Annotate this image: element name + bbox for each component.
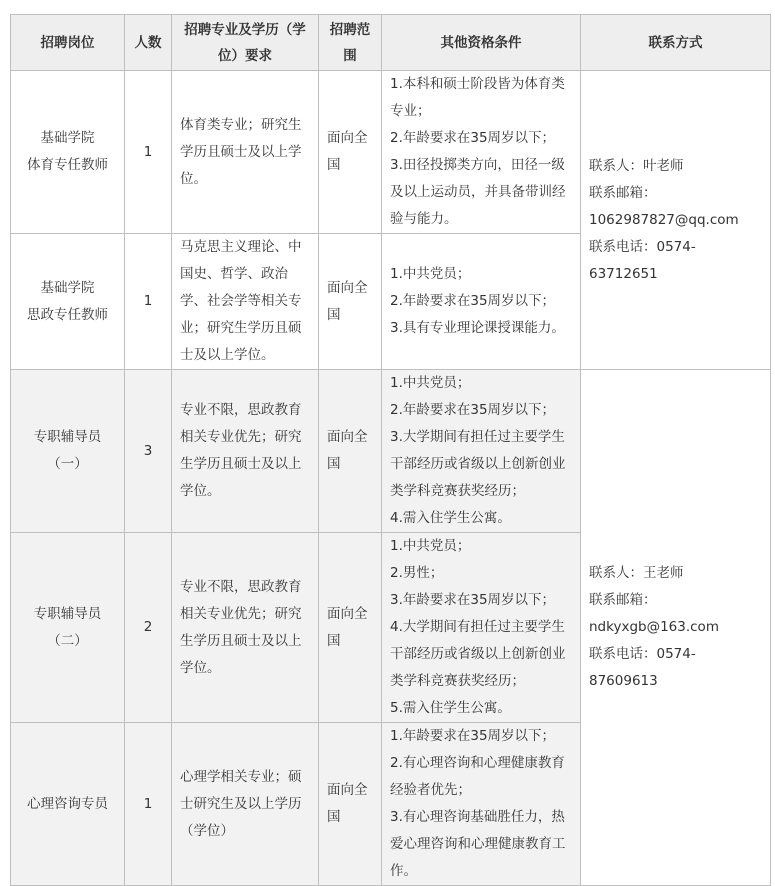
header-requirement: 招聘专业及学历（学位）要求 <box>172 15 319 71</box>
requirement-cell: 专业不限，思政教育相关专业优先；研究生学历且硕士及以上学位。 <box>172 533 319 723</box>
position-line: （一） <box>47 456 88 472</box>
contact-cell <box>581 71 771 370</box>
conditions-cell <box>382 370 581 533</box>
contact-email-label: 联系邮箱： <box>589 184 657 201</box>
contact-person: 联系人：叶老师 <box>589 157 684 174</box>
conditions-cell <box>382 71 581 234</box>
conditions-cell <box>382 723 581 886</box>
count-cell: 1 <box>125 234 172 370</box>
position-cell <box>11 723 125 886</box>
condition-item: 2.年龄要求在35周岁以下； <box>390 130 556 146</box>
contact-cell <box>581 370 771 886</box>
condition-item: 1.中共党员； <box>390 538 471 554</box>
position-cell <box>11 234 125 370</box>
condition-item: 2.男性； <box>390 565 444 581</box>
contact-person: 联系人：王老师 <box>589 565 684 581</box>
condition-item: 3.有心理咨询基础胜任力，热爱心理咨询和心理健康教育工作。 <box>390 809 566 879</box>
condition-item: 3.大学期间有担任过主要学生干部经历或省级以上创新创业类学科竞赛获奖经历； <box>390 429 566 499</box>
condition-item: 1.本科和硕士阶段皆为体育类专业； <box>390 76 565 119</box>
position-line: 思政专任教师 <box>27 306 108 323</box>
conditions-cell <box>382 234 581 370</box>
condition-item: 2.年龄要求在35周岁以下； <box>390 402 556 418</box>
condition-item: 1.中共党员； <box>390 375 471 391</box>
condition-item: 1.中共党员； <box>390 266 471 282</box>
condition-item: 2.年龄要求在35周岁以下； <box>390 293 556 309</box>
header-scope: 招聘范围 <box>319 15 382 71</box>
header-contact: 联系方式 <box>581 15 771 71</box>
count-cell: 2 <box>125 533 172 723</box>
position-cell <box>11 533 125 723</box>
count-cell: 1 <box>125 71 172 234</box>
header-conditions: 其他资格条件 <box>382 15 581 71</box>
condition-item: 3.具有专业理论课授课能力。 <box>390 320 565 336</box>
scope-cell: 面向全国 <box>319 71 382 234</box>
condition-item: 4.大学期间有担任过主要学生干部经历或省级以上创新创业类学科竞赛获奖经历； <box>390 619 566 689</box>
condition-item: 1.年龄要求在35周岁以下； <box>390 728 556 744</box>
requirement-cell: 体育类专业；研究生学历且硕士及以上学位。 <box>172 71 319 234</box>
scope-cell: 面向全国 <box>319 723 382 886</box>
contact-email[interactable]: 1062987827@qq.com <box>589 211 739 228</box>
count-cell: 1 <box>125 723 172 886</box>
table-row <box>11 71 771 234</box>
condition-item: 5.需入住学生公寓。 <box>390 700 511 716</box>
requirement-cell: 专业不限，思政教育相关专业优先；研究生学历且硕士及以上学位。 <box>172 370 319 533</box>
conditions-cell <box>382 533 581 723</box>
position-line: （二） <box>47 632 88 649</box>
position-cell <box>11 71 125 234</box>
condition-item: 3.年龄要求在35周岁以下； <box>390 592 556 608</box>
table-row <box>11 370 771 533</box>
position-line: 基础学院 <box>40 279 95 296</box>
requirement-cell: 心理学相关专业；硕士研究生及以上学历（学位） <box>172 723 319 886</box>
position-line: 专职辅导员 <box>33 429 102 445</box>
position-line: 心理咨询专员 <box>27 795 108 812</box>
scope-cell: 面向全国 <box>319 370 382 533</box>
contact-phone: 联系电话：0574-63712651 <box>589 238 696 282</box>
header-count: 人数 <box>125 15 172 71</box>
contact-phone: 联系电话：0574-87609613 <box>589 646 696 689</box>
scope-cell: 面向全国 <box>319 533 382 723</box>
requirement-cell: 马克思主义理论、中国史、哲学、政治学、社会学等相关专业；研究生学历且硕士及以上学位。 <box>172 234 319 370</box>
header-row <box>11 15 771 71</box>
count-cell: 3 <box>125 370 172 533</box>
scope-cell: 面向全国 <box>319 234 382 370</box>
position-cell <box>11 370 125 533</box>
condition-item: 3.田径投掷类方向，田径一级及以上运动员，并具备带训经验与能力。 <box>390 157 566 227</box>
condition-item: 2.有心理咨询和心理健康教育经验者优先； <box>390 755 565 798</box>
position-line: 基础学院 <box>40 130 95 146</box>
contact-email[interactable]: ndkyxgb@163.com <box>589 619 719 635</box>
condition-item: 4.需入住学生公寓。 <box>390 510 511 526</box>
position-line: 专职辅导员 <box>33 605 102 622</box>
position-line: 体育专任教师 <box>27 157 108 173</box>
recruitment-table <box>10 14 771 886</box>
contact-email-label: 联系邮箱： <box>589 592 657 608</box>
header-position: 招聘岗位 <box>11 15 125 71</box>
